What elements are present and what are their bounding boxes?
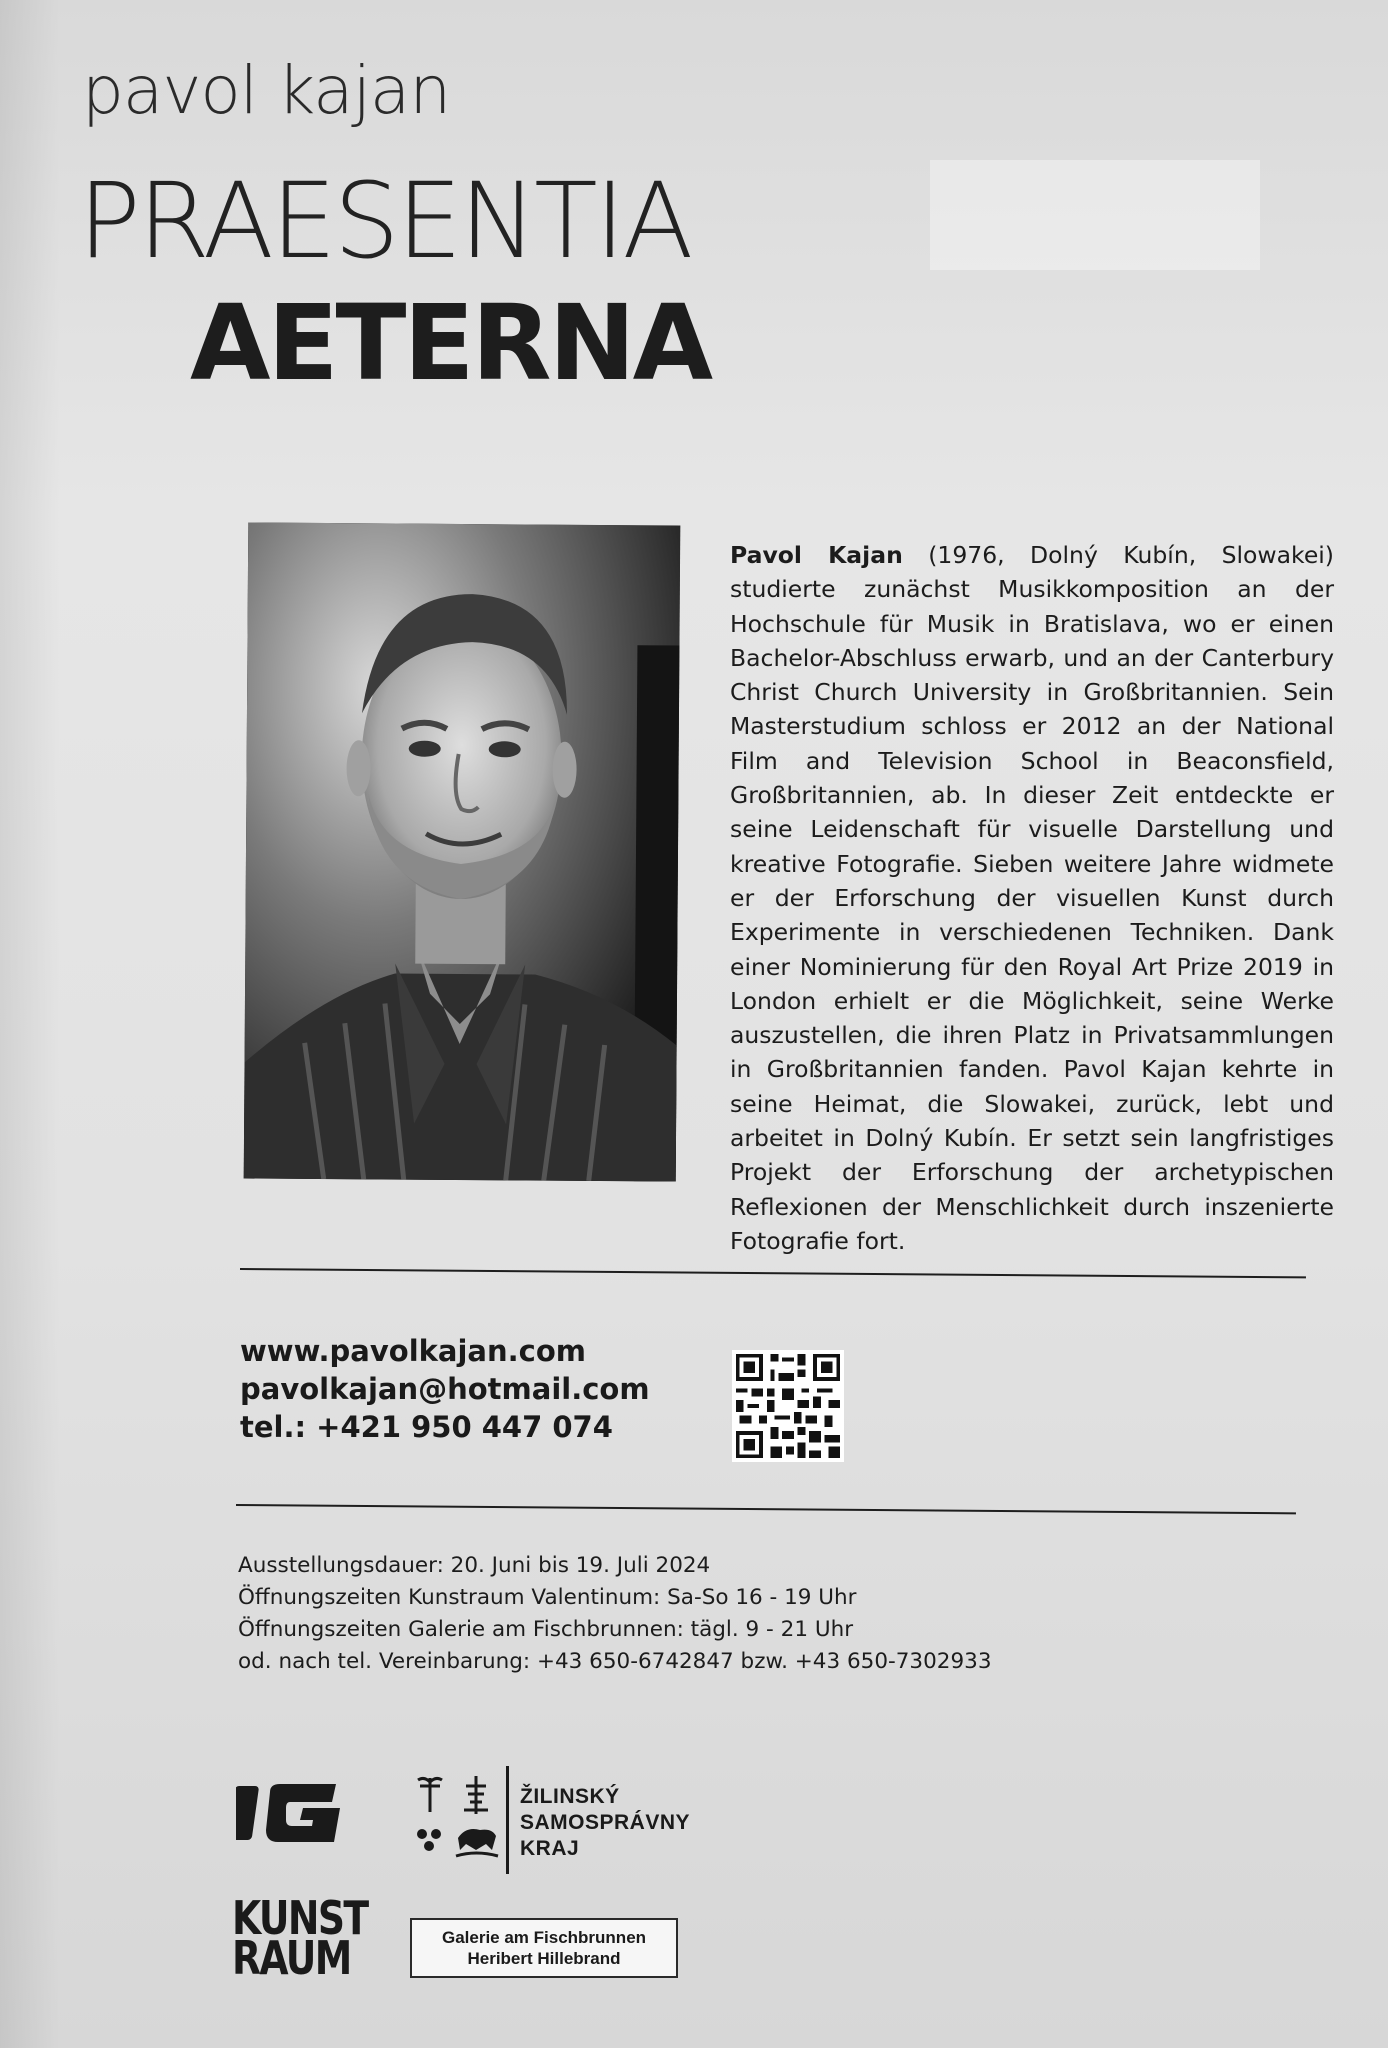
zsk-line-1: ŽILINSKÝ: [520, 1785, 620, 1808]
artist-biography: [730, 538, 1334, 1258]
opening-hours-kunstraum: Öffnungszeiten Kunstraum Valentinum: Sa-So 16 - 19 Uhr: [238, 1585, 857, 1610]
phone-number: tel.: +421 950 447 074: [240, 1410, 613, 1444]
website-link[interactable]: www.pavolkajan.com: [240, 1334, 586, 1368]
exhibition-dates: Ausstellungsdauer: 20. Juni bis 19. Juli 2024: [238, 1553, 711, 1578]
zsk-line-3: KRAJ: [520, 1837, 580, 1860]
galerie-logo-line-2: Heribert Hillebrand: [467, 1949, 621, 1968]
bio-text: (1976, Dolný Kubín, Slowakei) studierte zunächst Musikkomposition an der Hochschule für Musik in Bratislava, wo er einen Bachelor-Abschluss erwarb, und an der Canterbury Christ Church University in Großbritannien. Sein Masterstudium schloss er 2012 an der National Film and Television School in Beaconsfield, Großbritannien, ab. In dieser Zeit entdeckte er seine Leidenschaft für visuelle Darstellung und kreative Fotografie. Sieben weitere Jahre widmete er der Erforschung der visuellen Kunst durch Experimente in verschiedenen Techniken. Dank einer Nominierung für den Royal Art Prize 2019 in London erhielt er die Möglichkeit, seine Werke auszustellen, die ihren Platz in Privatsammlungen in Großbritannien fanden. Pavol Kajan kehrte in seine Heimat, die Slowakei, zurück, lebt und arbeitet in Dolný Kubín. Er setzt sein langfristiges Projekt der Erforschung der archetypischen Reflexionen der Menschlichkeit durch inszenierte Fotografie fort.: [730, 541, 1334, 1255]
qr-code-icon: [732, 1350, 844, 1462]
zsk-line-2: SAMOSPRÁVNY: [520, 1811, 691, 1834]
ig-logo: [236, 1780, 342, 1846]
zsk-logo-text: [520, 1784, 690, 1862]
artist-portrait-photo: [244, 523, 681, 1182]
coat-of-arms-icon: [410, 1772, 504, 1864]
contact-block: [240, 1332, 650, 1446]
email-link[interactable]: pavolkajan@hotmail.com: [240, 1372, 650, 1406]
divider-top: [240, 1268, 1306, 1278]
opening-hours-galerie: Öffnungszeiten Galerie am Fischbrunnen: tägl. 9 - 21 Uhr: [238, 1617, 854, 1642]
exhibition-title-line-2: AETERNA: [190, 282, 711, 404]
galerie-logo-line-1: Galerie am Fischbrunnen: [441, 1928, 647, 1947]
appointment-info: od. nach tel. Vereinbarung: +43 650-6742847 bzw. +43 650-7302933: [238, 1649, 992, 1674]
galerie-logo: [410, 1918, 678, 1978]
kunstraum-logo: [232, 1891, 368, 1985]
window-reflection: [930, 160, 1260, 270]
kunstraum-logo-line-1: KUNST: [232, 1891, 368, 1945]
bio-artist-name: Pavol Kajan: [730, 541, 903, 569]
exhibition-title-line-1: PRAESENTIA: [78, 160, 691, 282]
portrait-image: [244, 523, 681, 1182]
side-shadow: [0, 0, 60, 2048]
artist-name: pavol kajan: [82, 52, 451, 129]
exhibition-info: [238, 1550, 992, 1678]
zsk-logo-divider: [506, 1766, 509, 1874]
divider-bottom: [236, 1504, 1296, 1514]
kunstraum-logo-line-2: RAUM: [232, 1931, 351, 1985]
